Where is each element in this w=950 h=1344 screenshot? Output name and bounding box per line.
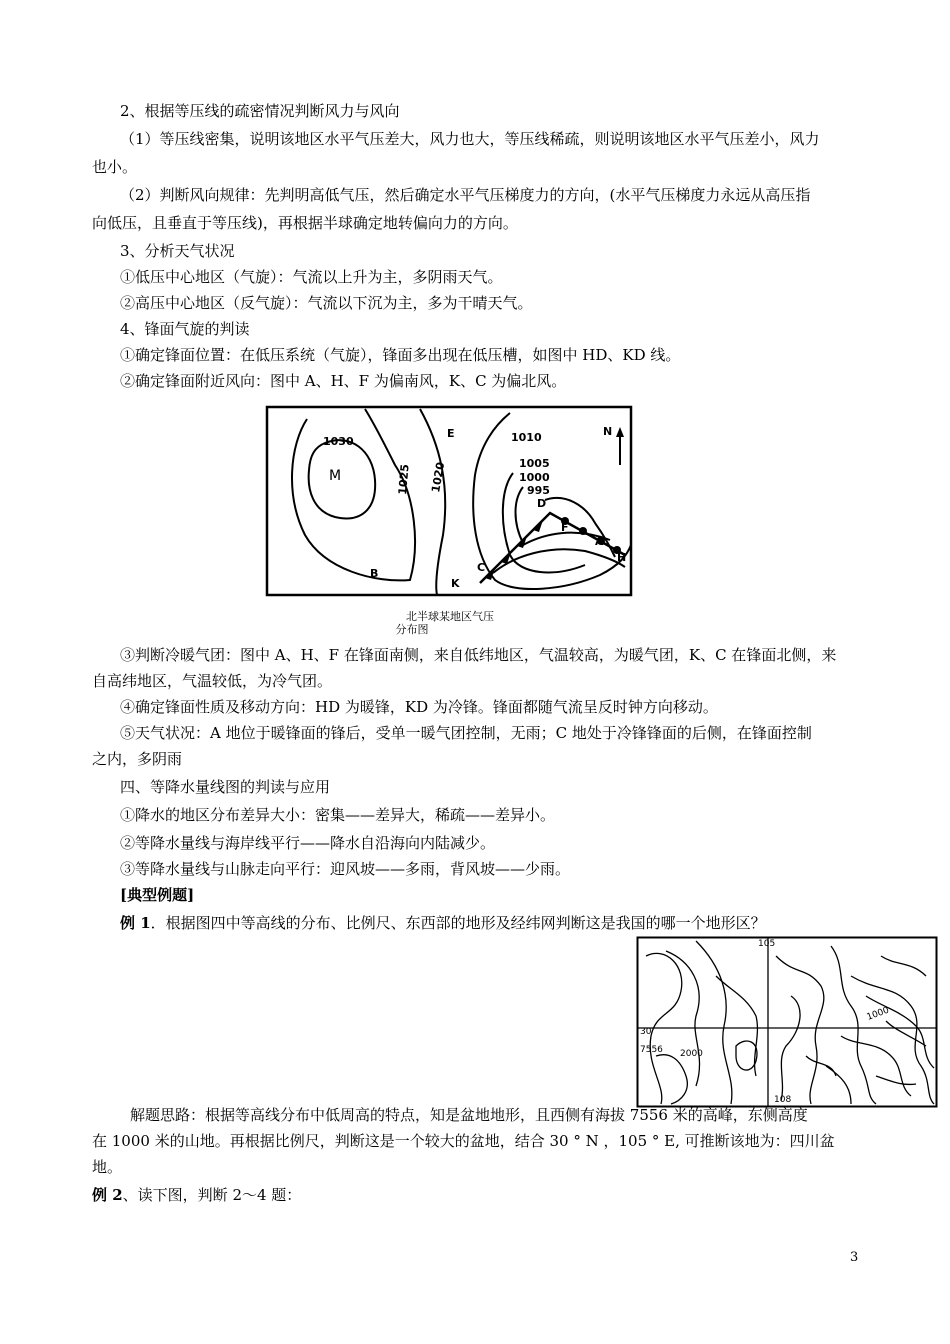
example1-solution: 解题思路：根据等高线分布中低周高的特点，知是盆地地形，且西侧有海拔 7556 米的高峰，东侧高度 (130, 1106, 808, 1124)
paragraph-line: ②等降水量线与海岸线平行——降水自沿海向内陆减少。 (120, 834, 496, 852)
pressure-map-figure (265, 405, 635, 600)
label-E: E (447, 427, 455, 440)
heading-section-4: 四、等降水量线图的判读与应用 (120, 778, 331, 796)
paragraph-line: （1）等压线密集，说明该地区水平气压差大，风力也大，等压线稀疏，则说明该地区水平气压差小，风力 (120, 130, 820, 148)
figure-caption-line2: 分布图 (395, 623, 429, 636)
isobar-label-1010: 1010 (511, 431, 542, 444)
label-D: D (537, 497, 547, 510)
heading-2: 2、根据等压线的疏密情况判断风力与风向 (120, 102, 400, 120)
example1-solution: 在 1000 米的山地。再根据比例尺，判断这是一个较大的盆地，结合 30 ° N ，105 ° E, 可推断该地为：四川盆 (92, 1132, 835, 1150)
paragraph-line: ③等降水量线与山脉走向平行：迎风坡——多雨，背风坡——少雨。 (120, 860, 571, 878)
paragraph-line: 自高纬地区，气温较低，为冷气团。 (92, 672, 333, 690)
paragraph-line: ④确定锋面性质及移动方向：HD 为暖锋，KD 为冷锋。锋面都随气流呈反时钟方向移动。 (120, 698, 718, 716)
isobar-label-1020: 1020 (429, 461, 448, 494)
paragraph-line: ①确定锋面位置：在低压系统（气旋），锋面多出现在低压槽，如图中 HD、KD 线。 (120, 346, 681, 364)
paragraph-line: 也小。 (92, 158, 138, 176)
paragraph-line: ②确定锋面附近风向：图中 A、H、F 为偏南风，K、C 为偏北风。 (120, 372, 567, 390)
label-F: F (561, 521, 569, 534)
example2-question (92, 1184, 301, 1206)
label-B: B (370, 567, 379, 580)
isobar-label-995: 995 (527, 484, 550, 497)
isobar-label-1005: 1005 (519, 457, 550, 470)
label-M: M (329, 468, 342, 484)
example1-label: 例 1 (120, 914, 151, 932)
label-K: K (451, 577, 460, 590)
example1-solution: 地。 (92, 1158, 123, 1176)
section-heading: [典型例题] (120, 886, 195, 904)
isobar-label-1025: 1025 (396, 463, 412, 496)
isobar-label-1030: 1030 (323, 435, 354, 448)
latitude-label-30: 30 (640, 1027, 652, 1037)
label-A: A (595, 535, 604, 548)
paragraph-line: ①低压中心地区（气旋）：气流以上升为主，多阴雨天气。 (120, 268, 503, 286)
longitude-label-105: 105 (758, 939, 776, 949)
paragraph-line: ②高压中心地区（反气旋）：气流以下沉为主，多为干晴天气。 (120, 294, 533, 312)
paragraph-line: 之内，多阴雨 (92, 750, 183, 768)
paragraph-line: ③判断冷暖气团：图中 A、H、F 在锋面南侧，来自低纬地区，气温较高，为暖气团，K、C 在锋面北侧，来 (120, 646, 837, 664)
paragraph-line: （2）判断风向规律：先判明高低气压，然后确定水平气压梯度力的方向，(水平气压梯度力永远从高压指 (120, 186, 811, 204)
label-C: C (477, 561, 486, 574)
contour-map-figure (636, 936, 938, 1108)
paragraph-line: ①降水的地区分布差异大小：密集——差异大，稀疏——差异小。 (120, 806, 556, 824)
longitude-label-108: 108 (774, 1095, 792, 1105)
contour-label-1000: 1000 (865, 1005, 891, 1023)
example1-question-text: ．根据图四中等高线的分布、比例尺、东西部的地形及经纬网判断这是我国的哪一个地形区？ (150, 914, 766, 932)
example2-question-text: 、读下图，判断 2～4 题： (122, 1186, 302, 1204)
contour-label-2000: 2000 (680, 1049, 703, 1059)
label-N: N (603, 425, 613, 438)
example1-question (120, 912, 766, 934)
isobar-label-1000: 1000 (519, 471, 550, 484)
page-number: 3 (850, 1250, 859, 1265)
label-H: H (617, 551, 627, 564)
heading-4: 4、锋面气旋的判读 (120, 320, 250, 338)
peak-label-7556: 7556 (640, 1045, 663, 1055)
heading-3: 3、分析天气状况 (120, 242, 235, 260)
paragraph-line: 向低压，且垂直于等压线)，再根据半球确定地转偏向力的方向。 (92, 214, 518, 232)
figure-caption-line1: 北半球某地区气压 (406, 610, 494, 623)
paragraph-line: ⑤天气状况：A 地位于暖锋面的锋后，受单一暖气团控制，无雨；C 地处于冷锋锋面的后侧，在锋面控制 (120, 724, 812, 742)
example2-label: 例 2 (92, 1186, 123, 1204)
